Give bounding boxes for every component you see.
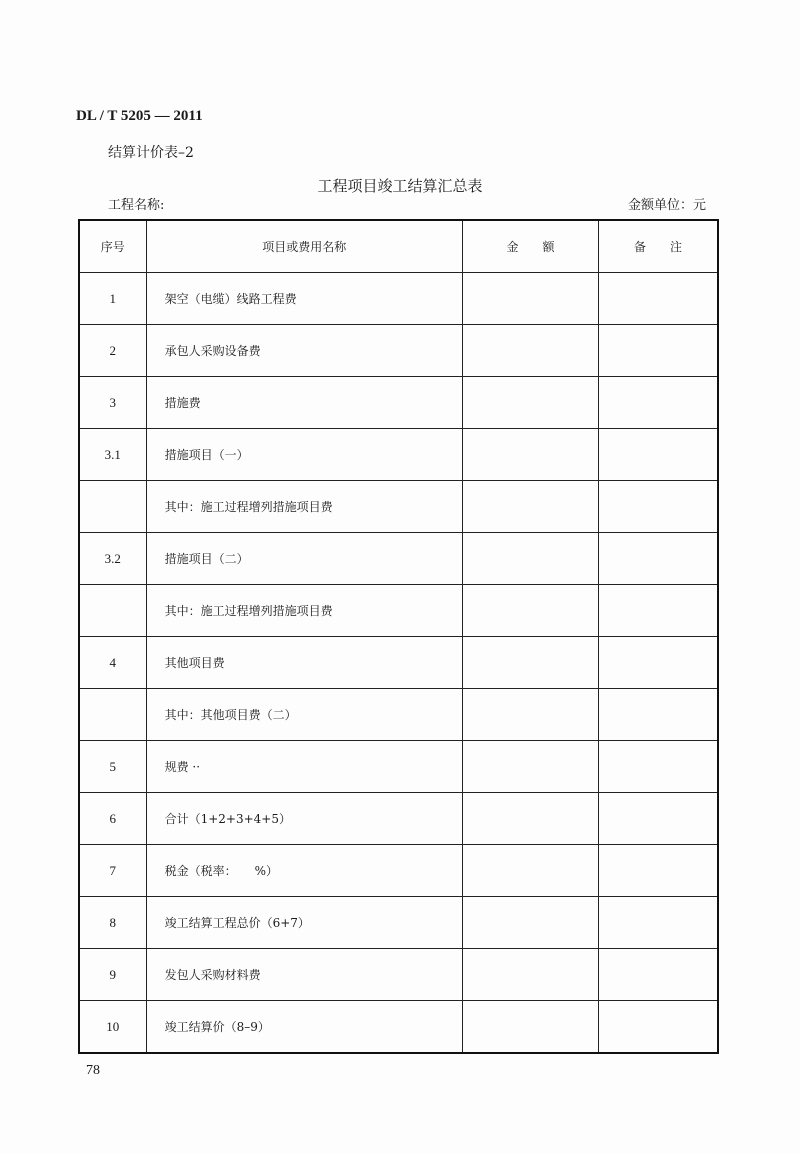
table-row	[79, 689, 718, 741]
table-row	[79, 637, 718, 689]
table-row	[79, 741, 718, 793]
item-name: 其中：施工过程增列措施项目费	[146, 585, 462, 637]
amount-unit-label: 金额单位：元	[627, 198, 706, 213]
row-number	[79, 481, 146, 533]
amount-cell	[462, 741, 598, 793]
item-name: 合计（1+2+3+4+5）	[146, 793, 462, 845]
item-name: 竣工结算价（8–9）	[146, 1001, 462, 1054]
note-cell	[599, 741, 718, 793]
table-title: 工程项目竣工结算汇总表	[317, 177, 483, 195]
table-row	[79, 325, 718, 377]
row-number: 9	[79, 949, 146, 1001]
standard-number: DL / T 5205 — 2011	[76, 108, 203, 124]
amount-cell	[462, 481, 598, 533]
note-cell	[599, 429, 718, 481]
note-cell	[599, 1001, 718, 1054]
note-cell	[599, 273, 718, 325]
project-name-label: 工程名称:	[108, 198, 165, 213]
item-name: 税金（税率： %）	[146, 845, 462, 897]
note-cell	[599, 377, 718, 429]
item-name: 竣工结算工程总价（6+7）	[146, 897, 462, 949]
amount-cell	[462, 637, 598, 689]
table-row	[79, 949, 718, 1001]
amount-cell	[462, 689, 598, 741]
item-name: 其他项目费	[146, 637, 462, 689]
table-row	[79, 793, 718, 845]
item-name: 措施项目（二）	[146, 533, 462, 585]
table-header-row	[79, 220, 718, 273]
row-number: 3.2	[79, 533, 146, 585]
row-number: 1	[79, 273, 146, 325]
row-number: 3.1	[79, 429, 146, 481]
note-cell	[599, 481, 718, 533]
table-row	[79, 533, 718, 585]
row-number: 10	[79, 1001, 146, 1054]
amount-cell	[462, 845, 598, 897]
row-number	[79, 689, 146, 741]
note-cell	[599, 949, 718, 1001]
row-number: 6	[79, 793, 146, 845]
note-cell	[599, 845, 718, 897]
settlement-summary-table	[78, 219, 719, 1054]
note-cell	[599, 689, 718, 741]
item-name: 发包人采购材料费	[146, 949, 462, 1001]
amount-cell	[462, 325, 598, 377]
table-row	[79, 377, 718, 429]
item-name: 承包人采购设备费	[146, 325, 462, 377]
note-cell	[599, 897, 718, 949]
note-cell	[599, 325, 718, 377]
amount-cell	[462, 793, 598, 845]
amount-cell	[462, 429, 598, 481]
table-row	[79, 897, 718, 949]
amount-cell	[462, 273, 598, 325]
table-row	[79, 845, 718, 897]
item-name: 其中：施工过程增列措施项目费	[146, 481, 462, 533]
form-number: 结算计价表–2	[108, 145, 194, 161]
row-number: 3	[79, 377, 146, 429]
row-number: 8	[79, 897, 146, 949]
amount-cell	[462, 1001, 598, 1054]
row-number: 2	[79, 325, 146, 377]
page-number: 78	[86, 1063, 100, 1078]
table-row	[79, 1001, 718, 1054]
amount-cell	[462, 585, 598, 637]
column-header: 序号	[79, 220, 146, 273]
item-name: 措施费	[146, 377, 462, 429]
amount-cell	[462, 949, 598, 1001]
amount-cell	[462, 377, 598, 429]
row-number: 4	[79, 637, 146, 689]
row-number: 7	[79, 845, 146, 897]
table-row	[79, 585, 718, 637]
note-cell	[599, 533, 718, 585]
amount-cell	[462, 897, 598, 949]
column-header: 备 注	[599, 220, 718, 273]
row-number	[79, 585, 146, 637]
note-cell	[599, 637, 718, 689]
note-cell	[599, 793, 718, 845]
row-number: 5	[79, 741, 146, 793]
column-header: 项目或费用名称	[146, 220, 462, 273]
amount-cell	[462, 533, 598, 585]
item-name: 措施项目（一）	[146, 429, 462, 481]
note-cell	[599, 585, 718, 637]
item-name: 其中：其他项目费（二）	[146, 689, 462, 741]
item-name: 规费 ··	[146, 741, 462, 793]
table-row	[79, 273, 718, 325]
column-header: 金 额	[462, 220, 598, 273]
table-row	[79, 429, 718, 481]
table-row	[79, 481, 718, 533]
item-name: 架空（电缆）线路工程费	[146, 273, 462, 325]
